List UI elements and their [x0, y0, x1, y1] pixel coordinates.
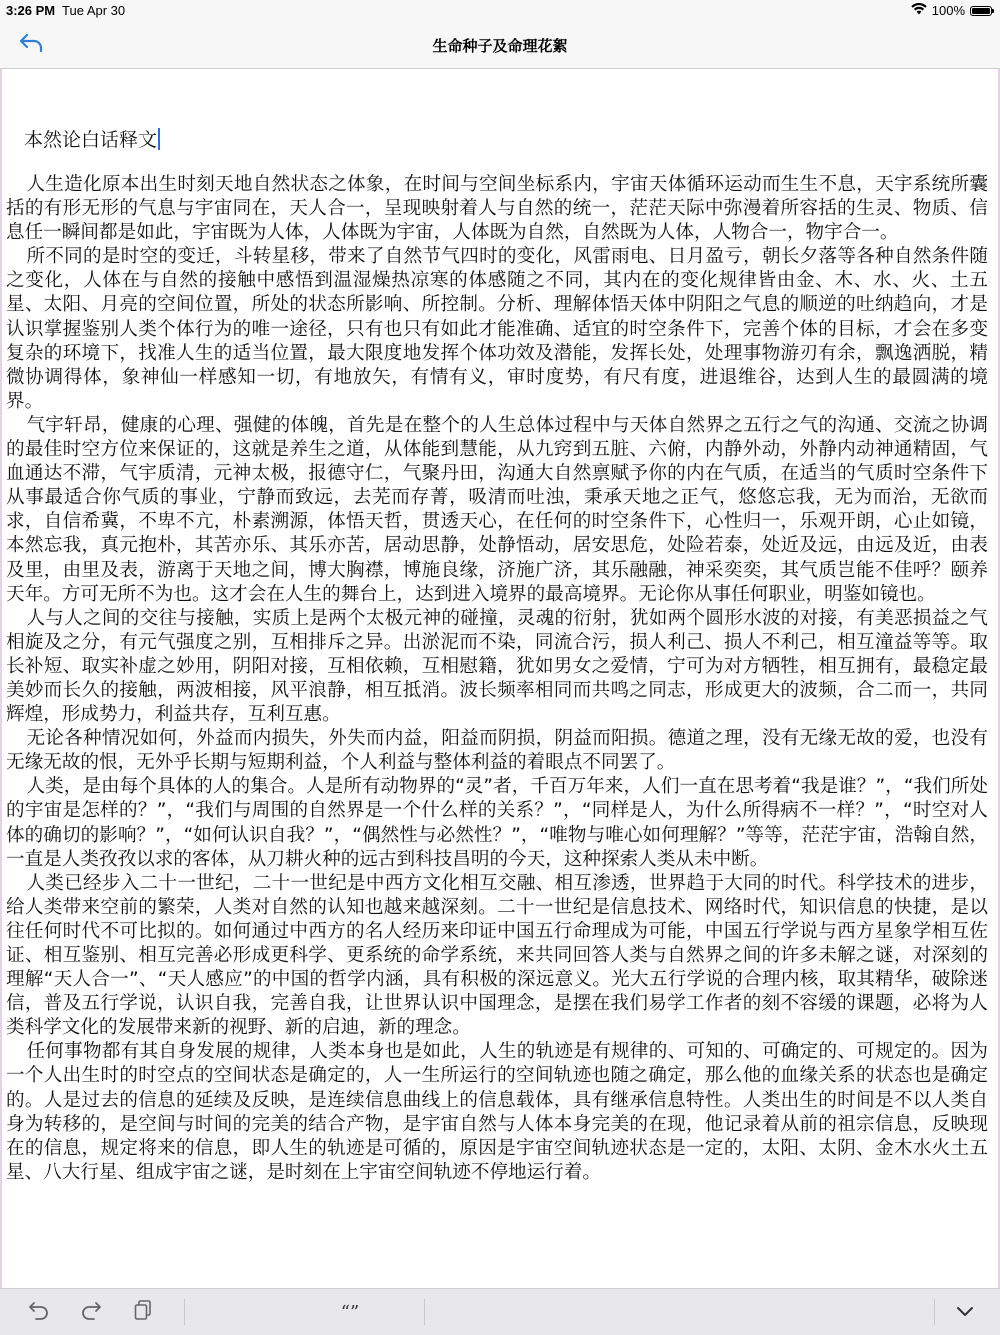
toolbar-divider	[934, 1299, 935, 1325]
battery-percent: 100%	[931, 3, 965, 18]
undo-icon	[27, 1300, 51, 1324]
dismiss-keyboard-button[interactable]	[948, 1297, 982, 1327]
wifi-icon	[911, 3, 927, 18]
status-date: Tue Apr 30	[62, 3, 126, 18]
paragraph: 人类已经步入二十一世纪，二十一世纪是中西方文化相互交融、相互渗透，世界趋于大同的时代。科学技术的进步，给人类带来空前的繁荣，人类对自然的认知也越来越深刻。二十一世纪是信息技术、网络时代，知识信息的快捷，是以往任何时代不可比拟的。如何通过中西方的名人经历来印证中国五行命理成为可能，中国五行学说与西方星象学相互佐证、相互鉴别、相互完善必形成更科学、更系统的命学系统，来共同回答人类与自然界之间的许多未解之谜，对深刻的理解“天人合一”、“天人感应”的中国的哲学内涵，具有积极的深远意义。光大五行学说的合理内核，取其精华，破除迷信，普及五行学说，认识自我，完善自我，让世界认识中国理念，是摆在我们易学工作者的刻不容缓的课题，必将为人类科学文化的发展带来新的视野、新的启迪，新的理念。	[6, 872, 988, 1039]
toolbar-divider	[424, 1299, 425, 1325]
battery-icon	[970, 6, 992, 16]
document-editor[interactable]	[0, 69, 1000, 1288]
toolbar-divider	[184, 1299, 185, 1325]
quote-button[interactable]: “”	[340, 1301, 360, 1323]
paragraph: 任何事物都有其自身发展的规律，人类本身也是如此，人生的轨迹是有规律的、可知的、可确定的、可规定的。因为一个人出生时的时空点的空间状态是确定的，人一生所运行的空间轨迹也随之确定，那么他的血缘关系的状态也是确定的。人是过去的信息的延续及反映，是连续信息曲线上的信息载体，具有继承信息特性。人类出生的时间是不以人类自身为转移的，是空间与时间的完美的结合产物，是宇宙自然与人体本身完美的在现，他记录着从前的祖宗信息，反映现在的信息，规定将来的信息，即人生的轨迹是可循的，原因是宇宙空间轨迹状态是一定的，太阳、太阴、金木水火土五星、八大行星、组成宇宙之谜，是时刻在上宇宙空间轨迹不停地运行着。	[6, 1041, 988, 1183]
paragraph: 所不同的是时空的变迁，斗转星移，带来了自然节气四时的变化，风雷雨电、日月盈亏，朝长夕落等各种自然条件随之变化，人体在与自然的接触中感悟到温湿燥热凉寒的体感随之不同，其内在的变化规律皆由金、木、水、火、土五星、太阳、月亮的空间位置，所处的状态所影响、所控制。分析、理解体悟天体中阴阳之气息的顺逆的吐纳趋向，才是认识掌握鉴别人类个体行为的唯一途径，只有也只有如此才能准确、适宜的时空条件下，完善个体的目标，才会在多变复杂的环境下，找准人生的适当位置，最大限度地发挥个体功效及潜能，发挥长处，处理事物游刃有余，飘逸洒脱，精微协调得体，象神仙一样感知一切，有地放矢，有情有义，审时度势，有尺有度，进退维谷，达到人生的最圆满的境界。	[6, 246, 988, 412]
undo-button[interactable]	[22, 1297, 56, 1327]
navigation-bar	[0, 22, 1000, 69]
document-title[interactable]	[24, 125, 160, 152]
paragraph: 人与人之间的交往与接触，实质上是两个太极元神的碰撞，灵魂的衍射，犹如两个圆形水波的对接，有美恶损益之气相旋及之分，有元气强度之别，互相排斥之异。出淤泥而不染，同流合污，损人利己、损人不利己，相互潼益等等。取长补短、取实补虚之妙用，阴阳对接，互相依赖，互相慰籍，犹如男女之爱情，宁可为对方牺牲，相互拥有，最稳定最美妙而长久的接触，两波相接，风平浪静，相互抵消。波长频率相同而共鸣之同志，形成更大的波频，合二而一，共同辉煌，形成势力，利益共存，互利互惠。	[6, 607, 988, 726]
status-bar	[0, 0, 1000, 22]
paragraph: 人生造化原本出生时刻天地自然状态之体象，在时间与空间坐标系内，宇宙天体循环运动而生生不息，天宇系统所囊括的有形无形的气息与宇宙同在，天人合一，呈现映射着人与自然的统一，茫茫天际中弥漫着所容括的生灵、物质、信息任一瞬间都是如此，宇宙既为人体，人体既为宇宙，人体既为自然，自然既为人体，人物合一，物宇合一。	[6, 174, 988, 244]
document-title-text: 本然论白话释文	[24, 129, 158, 151]
paragraph: 无论各种情况如何，外益而内损失，外失而内益，阳益而阴损，阴益而阳损。德道之理，没有无缘无故的爱，也没有无缘无故的恨，无外乎长期与短期利益，个人利益与整体利益的着眼点不同罢了。	[6, 728, 988, 774]
keyboard-shortcut-bar	[0, 1288, 1000, 1335]
redo-icon	[79, 1300, 103, 1324]
page-title: 生命种子及命理花絮	[432, 37, 568, 55]
paragraph: 气宇轩昂，健康的心理、强健的体魄，首先是在整个的人生总体过程中与天体自然界之五行之气的沟通、交流之协调的最佳时空方位来保证的，这就是养生之道，从体能到慧能，从九窍到五脏、六俯，内静外动，外静内动神通精固，气血通达不滞，气宇质清，元神太极，报德守仁，气聚丹田，沟通大自然禀赋予你的内在气质，在适当的气质时空条件下从事最适合你气质的事业，宁静而致远，去芜而存菁，吸清而吐浊，秉承天地之正气，悠悠忘我，无为而治，无欲而求，自信希冀，不卑不亢，朴素溯源，体悟天哲，贯透天心，在任何的时空条件下，心性归一，乐观开朗，心止如镜，本然忘我，真元抱朴，其苦亦乐、其乐亦苦，居动思静，处静悟动，居安思危，处险若泰，处近及远，由远及近，由表及里，由里及表，游离于天地之间，博大胸襟，博施良缘，济施广济，其乐融融，神采奕奕，其气质岂能不佳呼？颐养天年。方可无所不为也。这才会在人生的舞台上，达到进入境界的最高境界。无论你从事任何职业，明鉴如镜也。	[6, 414, 988, 605]
chevron-down-icon	[955, 1303, 975, 1322]
status-right	[911, 3, 992, 18]
clipboard-icon	[133, 1299, 153, 1325]
redo-button[interactable]	[74, 1297, 108, 1327]
status-time: 3:26 PM	[6, 3, 56, 18]
paste-button[interactable]	[126, 1297, 160, 1327]
document-body[interactable]	[6, 173, 988, 1185]
paragraph: 人类，是由每个具体的人的集合。人是所有动物界的“灵”者，千百万年来，人们一直在思考着“我是谁？”，“我们所处的宇宙是怎样的？”，“我们与周围的自然界是一个什么样的关系？”，“同样是人，为什么所得病不一样？”，“时空对人体的确切的影响？”，“如何认识自我？”，“偶然性与必然性？”，“唯物与唯心如何理解？”等等，茫茫宇宙，浩翰自然，一直是人类孜孜以求的客体，从刀耕火种的远古到科技昌明的今天，这种探索人类从未中断。	[6, 776, 988, 870]
text-cursor	[158, 128, 160, 150]
